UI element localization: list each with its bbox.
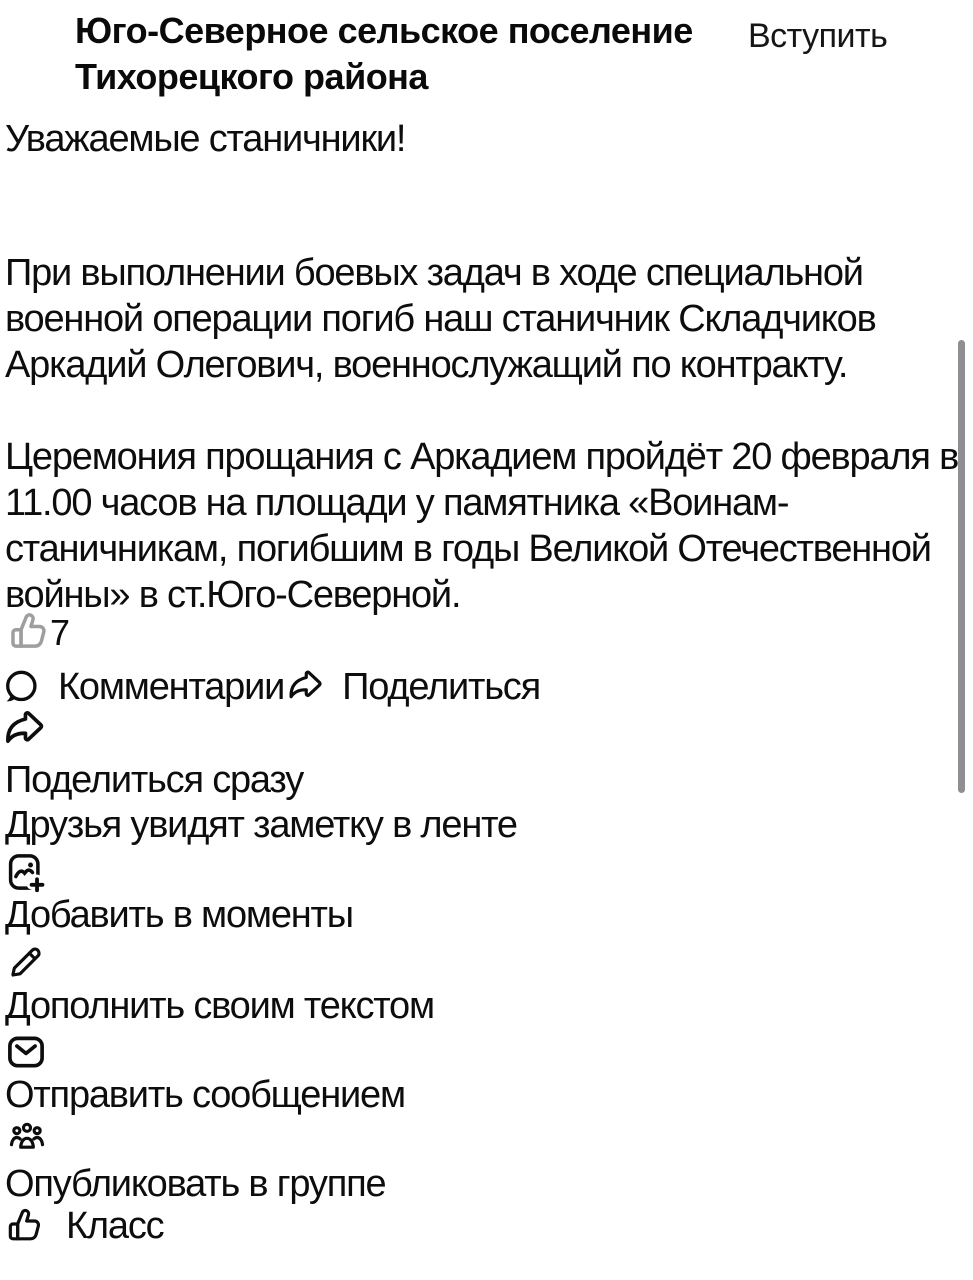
thumbs-up-icon[interactable] — [4, 1204, 44, 1248]
share-arrow-icon[interactable] — [1, 708, 47, 752]
send-as-message-item[interactable]: Отправить сообщением — [5, 1074, 405, 1116]
pencil-icon[interactable] — [5, 941, 45, 983]
like-summary[interactable] — [6, 610, 69, 654]
envelope-icon[interactable] — [5, 1030, 47, 1074]
comments-button[interactable]: Комментарии — [58, 666, 285, 708]
post-greeting: Уважаемые станичники! — [5, 118, 406, 160]
speech-bubble-icon[interactable] — [2, 667, 40, 707]
scrollbar[interactable] — [958, 340, 965, 793]
thumbs-up-icon[interactable] — [6, 610, 50, 654]
add-moment-icon[interactable] — [5, 849, 47, 895]
group-name[interactable]: Юго-Северное сельское поселение Тихорецкого района — [75, 10, 693, 97]
add-own-text-item[interactable]: Дополнить своим текстом — [5, 985, 434, 1027]
like-count: 7 — [50, 612, 70, 653]
share-now-item[interactable]: Поделиться сразу — [5, 759, 304, 801]
publish-in-group-item[interactable]: Опубликовать в группе — [5, 1163, 386, 1205]
actions-row — [2, 664, 540, 710]
join-button[interactable]: Вступить — [748, 17, 888, 55]
share-button[interactable]: Поделиться — [342, 666, 540, 708]
post-paragraph-1: При выполнении боевых задач в ходе специальной военной операции погиб наш станичник Складчиков Аркадий Олегович, военнослужащий по контракту. — [5, 252, 876, 386]
share-arrow-icon[interactable] — [286, 668, 324, 706]
share-now-subtitle: Друзья увидят заметку в ленте — [5, 804, 517, 846]
people-group-icon[interactable] — [5, 1119, 49, 1159]
klass-item[interactable] — [4, 1203, 163, 1249]
add-to-moments-item[interactable]: Добавить в моменты — [5, 894, 353, 936]
post-paragraph-2: Церемония прощания с Аркадием пройдёт 20 февраля в 11.00 часов на площади у памятника «Воинам-станичникам, погибшим в годы Великой Отечественной войны» в ст.Юго-Северной. — [5, 436, 959, 616]
klass-label[interactable]: Класс — [66, 1205, 164, 1247]
